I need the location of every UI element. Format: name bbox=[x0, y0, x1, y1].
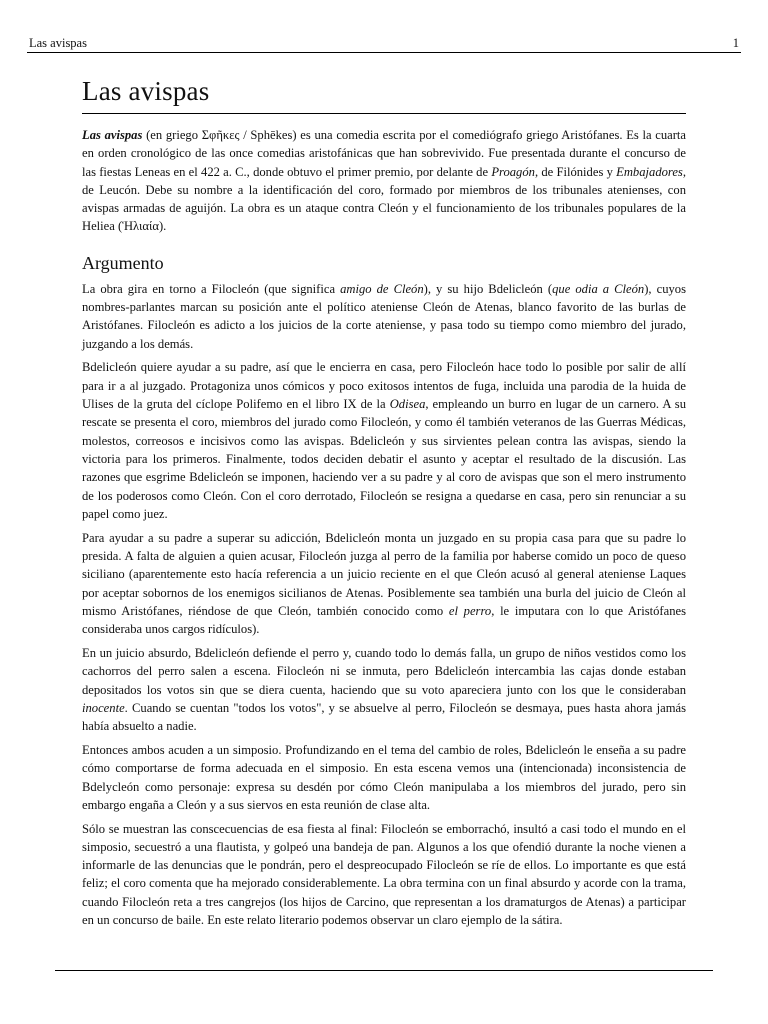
emphasized-text: el perro bbox=[448, 603, 492, 618]
text-run: , de Leucón. Debe su nombre a la identificación del coro, formado por miembros de los tribunales atenienses, con avispas armadas de aguijón. La obra es un ataque contra Cleón y el funcionamiento de los tribunales populares de la Heliea ( bbox=[82, 164, 686, 234]
text-run: , de Filónides y bbox=[534, 164, 617, 179]
text-run: Entonces ambos acuden a un simposio. Profundizando en el tema del cambio de roles, Bdelicleón le enseña a su padre cómo comportarse de forma adecuada en el simposio. En esta escena vemos una (intencionada) inconsistencia de Bdelycleón como personaje: expresa su desdén por cómo Cleón manipulaba a los miembros del jurado, pero sin embargo engaña a Cleón y a sus siervos en esta reunión de clase alta. bbox=[82, 742, 686, 812]
text-run: , empleando un burro en lugar de un carnero. A su rescate se presenta el coro, miembros del jurado como Filocleón, y como él también veteranos de las Guerras Médicas, molestos, correosos e incisivos como las avispas. Bdelicleón y sus sirvientes pelean contra las avispas, siendo la victoria para los primeros. Finalmente, todos deciden debatir el asunto y aceptar el resultado de la discusión. Las razones que esgrime Bdelicleón se imponen, haciendo ver a su padre y al coro de avispas que son el mero instrumento de los poderosos como Cleón. Con el coro derrotado, Filocleón se resigna a quedarse en casa, pero sin renunciar a su papel como juez. bbox=[82, 397, 686, 521]
footer-rule bbox=[55, 970, 713, 971]
text-run: . Cuando se cuentan "todos los votos", y se absuelve al perro, Filocleón se desmaya, pues hasta ahora jamás había absuelto a nadie. bbox=[82, 700, 686, 734]
body-paragraph bbox=[82, 820, 686, 930]
section-heading-argumento: Argumento bbox=[82, 252, 164, 273]
text-run: Para ayudar a su padre a superar su adicción, Bdelicleón monta un juzgado en su propia casa para que su padre lo presida. A falta de alguien a quien acusar, Filocleón juzga al perro de la familia por haberse comido un poco de queso siciliano (aparentemente esto hacía referencia a un juicio reciente en el que Cleón acusó al general ateniense Laques por aceptar sobornos de los enemigos sicilianos de Atenas. Posiblemente sea también una burla del juicio de Cleón al mismo Aristófanes, riéndose de que Cleón, también conocido como bbox=[82, 530, 686, 618]
text-run: Sólo se muestran las conscecuencias de esa fiesta al final: Filocleón se emborrachó, insultó a casi todo el mundo en el simposio, secuestró a una flautista, y golpeó una bandeja de pan. Algunos a los que ofendió durante la noche vienen a informarle de las denuncias que le pondrán, pero el despreocupado Filocleón se ríe de ellos. Lo importante es que está feliz; el coro comenta que ha mejorado considerablemente. La obra termina con un final absurdo y acorde con la trama, cuando Filocleón reta a tres cangrejos (los hijos de Carcino, que representan a los dramaturgos de Atenas) a participar en un concurso de baile. En este relato literario podemos observar un claro ejemplo de la sátira. bbox=[82, 821, 686, 928]
emphasized-text: amigo de Cleón bbox=[340, 281, 424, 296]
text-run: ), cuyos nombres-parlantes marcan su posición ante el político ateniense Cleón de Atenas, blanco favorito de las burlas de Aristófanes. Filocleón es adicto a los juicios de la corte ateniense, y pasa todo su tiempo como miembro del jurado, juzgando a los demás. bbox=[82, 281, 686, 351]
text-run: La obra gira en torno a Filocleón (que significa bbox=[82, 281, 341, 296]
emphasized-text: que odia a Cleón bbox=[552, 281, 645, 296]
text-run: / Sphēkes) es una comedia escrita por el comediógrafo griego Aristófanes. Es la cuarta en orden cronológico de las once comedias aristofánicas que han sobrevivido. Fue presentada durante el concurso de las fiestas Leneas en el 422 a. C., donde obtuvo el primer premio, por delante de bbox=[82, 128, 687, 179]
section-argumento-paragraphs bbox=[82, 280, 686, 930]
page-title: Las avispas bbox=[82, 72, 686, 114]
text-run: ). bbox=[158, 219, 167, 234]
body-paragraph bbox=[82, 280, 686, 353]
emphasized-text: Embajadores bbox=[616, 164, 683, 179]
running-header bbox=[27, 34, 741, 53]
intro-paragraph bbox=[82, 126, 686, 236]
text-run: (en griego bbox=[142, 128, 202, 142]
running-header-title: Las avispas bbox=[29, 36, 87, 50]
article-body bbox=[82, 72, 686, 935]
text-run: Ἡλιαία bbox=[122, 219, 159, 234]
body-paragraph bbox=[82, 358, 686, 523]
text-run: ), y su hijo Bdelicleón ( bbox=[423, 281, 553, 296]
body-paragraph bbox=[82, 529, 686, 639]
text-run: En un juicio absurdo, Bdelicleón defiende el perro y, cuando todo lo demás falla, un grupo de niños vestidos como los cachorros del perro salen a escena. Filocleón ni se inmuta, pero Bdelicleón intercambia las cajas donde estaban depositados los votos sin que se diera cuenta, haciendo que su voto apareciera junto con los que le consideraban bbox=[82, 645, 686, 697]
text-run: Σφῆκες bbox=[201, 128, 240, 142]
text-run: Bdelicleón quiere ayudar a su padre, así que le encierra en casa, pero Filocleón hace todo lo posible por salir de allí para ir a al juzgado. Protagoniza unos cómicos y poco exitosos intentos de fuga, incluida una parodia de la huida de Ulises de la gruta del cíclope Polifemo en el libro IX de la bbox=[82, 360, 686, 412]
body-paragraph bbox=[82, 644, 686, 735]
text-run: , le imputara con lo que Aristófanes consideraba unos cargos ridículos). bbox=[82, 603, 686, 637]
body-paragraph bbox=[82, 741, 686, 814]
emphasized-text: Las avispas bbox=[82, 128, 143, 142]
page-number: 1 bbox=[732, 36, 739, 50]
emphasized-text: inocente bbox=[82, 700, 125, 715]
emphasized-text: Odisea bbox=[389, 397, 426, 412]
emphasized-text: Proagón bbox=[491, 164, 535, 179]
